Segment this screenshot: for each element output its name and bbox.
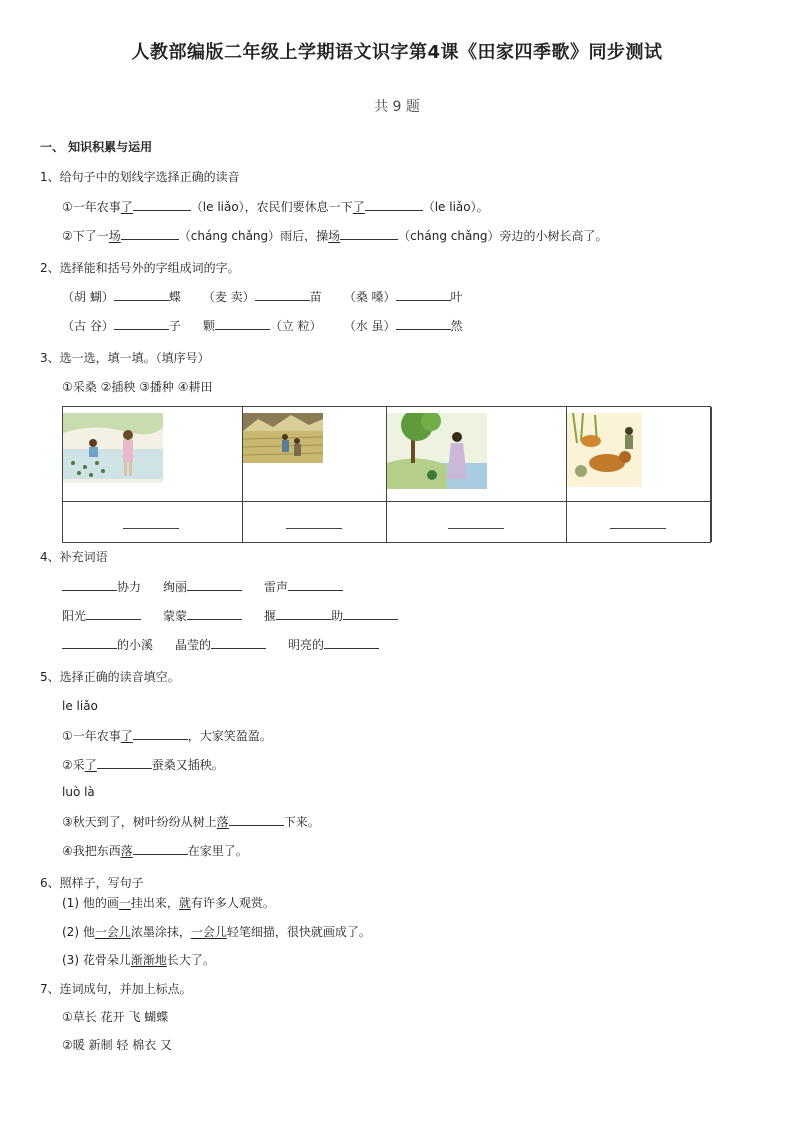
q7-sentence-1: ①草长 花开 飞 蝴蝶: [62, 1010, 169, 1024]
q2-row-2: （古 谷） 子 颗 （立 粒） （水 虽） 然: [62, 319, 463, 333]
answer-blank[interactable]: [121, 227, 179, 240]
answer-blank[interactable]: [133, 727, 188, 740]
picture-cell-2: [243, 407, 387, 542]
q4-row-1: 协力 绚丽 雷声: [62, 578, 343, 595]
q5-pinyin-1: le liǎo: [62, 699, 98, 713]
q2-row-1: （胡 蝴） 蝶 （麦 卖） 苗 （桑 嗓） 叶: [62, 290, 463, 304]
answer-blank[interactable]: [211, 636, 266, 649]
q3-options: ①采桑 ②插秧 ③播种 ④耕田: [62, 380, 213, 394]
harvest-ox-illustration: [567, 413, 642, 487]
answer-blank[interactable]: [215, 317, 270, 330]
answer-blank[interactable]: [133, 842, 188, 855]
picture-cell-3: [387, 407, 567, 542]
answer-blank[interactable]: [343, 607, 398, 620]
q5-sentence-1: ①一年农事了 ，大家笑盈盈。: [62, 729, 272, 743]
rice-planting-illustration: [63, 413, 163, 483]
answer-blank[interactable]: [365, 198, 423, 211]
q5-label: 5、选择正确的读音填空。: [40, 670, 180, 684]
question-count: 共 9 题: [374, 99, 420, 115]
answer-blank[interactable]: [133, 198, 191, 211]
answer-blank[interactable]: [62, 636, 117, 649]
answer-blank[interactable]: [396, 317, 451, 330]
q4-label: 4、补充词语: [40, 550, 108, 564]
picture-cell-4: [567, 407, 712, 542]
plowing-field-illustration: [243, 413, 323, 463]
q3-label: 3、选一选，填一填。（填序号）: [40, 351, 210, 365]
q2-label: 2、选择能和括号外的字组成词的字。: [40, 261, 240, 275]
answer-blank[interactable]: [114, 317, 169, 330]
q5-sentence-2: ②采了 蚕桑又插秧。: [62, 758, 224, 772]
q5-sentence-3: ③秋天到了，树叶纷纷从树上落 下来。: [62, 815, 320, 829]
section-heading: 一、 知识积累与运用: [40, 140, 153, 154]
q4-row-3: 的小溪 晶莹的 明亮的: [62, 636, 379, 653]
q6-label: 6、照样子，写句子: [40, 876, 144, 890]
answer-blank[interactable]: [229, 813, 284, 826]
picture-table: [62, 406, 711, 543]
q1-sentence-2: ②下了一场 （cháng chǎng）雨后，操场 （cháng chǎng）旁边的小树长高了。: [62, 229, 608, 243]
q6-sentence-2: (2) 他一会儿浓墨涂抹，一会儿轻笔细描，很快就画成了。: [62, 925, 371, 939]
answer-blank[interactable]: [187, 607, 242, 620]
answer-blank[interactable]: [62, 578, 117, 591]
answer-blank[interactable]: [123, 527, 179, 529]
page-title: 人教部编版二年级上学期语文识字第4课《田家四季歌》同步测试: [131, 42, 663, 63]
q1-label: 1、给句子中的划线字选择正确的读音: [40, 170, 240, 184]
q1-sentence-1: ①一年农事了 （le liǎo），农民们要休息一下了 （le liǎo）。: [62, 200, 489, 214]
q4-row-2: 阳光 蒙蒙 揠 助: [62, 607, 398, 624]
answer-blank[interactable]: [86, 607, 141, 620]
answer-blank[interactable]: [396, 288, 451, 301]
answer-blank[interactable]: [610, 527, 666, 529]
answer-blank[interactable]: [97, 756, 152, 769]
answer-blank[interactable]: [288, 578, 343, 591]
answer-blank[interactable]: [276, 607, 331, 620]
answer-blank[interactable]: [286, 527, 342, 529]
answer-blank[interactable]: [114, 288, 169, 301]
answer-blank[interactable]: [324, 636, 379, 649]
table-divider: [63, 501, 710, 502]
answer-blank[interactable]: [255, 288, 310, 301]
answer-blank[interactable]: [187, 578, 242, 591]
q6-sentence-3: (3) 花骨朵儿渐渐地长大了。: [62, 953, 215, 967]
answer-blank[interactable]: [340, 227, 398, 240]
q6-sentence-1: (1) 他的画一挂出来，就有许多人观赏。: [62, 896, 275, 910]
q7-sentence-2: ②暖 新制 轻 棉衣 又: [62, 1038, 173, 1052]
q7-label: 7、连词成句，并加上标点。: [40, 982, 192, 996]
q5-sentence-4: ④我把东西落 在家里了。: [62, 844, 248, 858]
mulberry-picking-illustration: [387, 413, 487, 489]
picture-cell-1: [63, 407, 243, 542]
q5-pinyin-2: luò là: [62, 785, 95, 799]
answer-blank[interactable]: [448, 527, 504, 529]
